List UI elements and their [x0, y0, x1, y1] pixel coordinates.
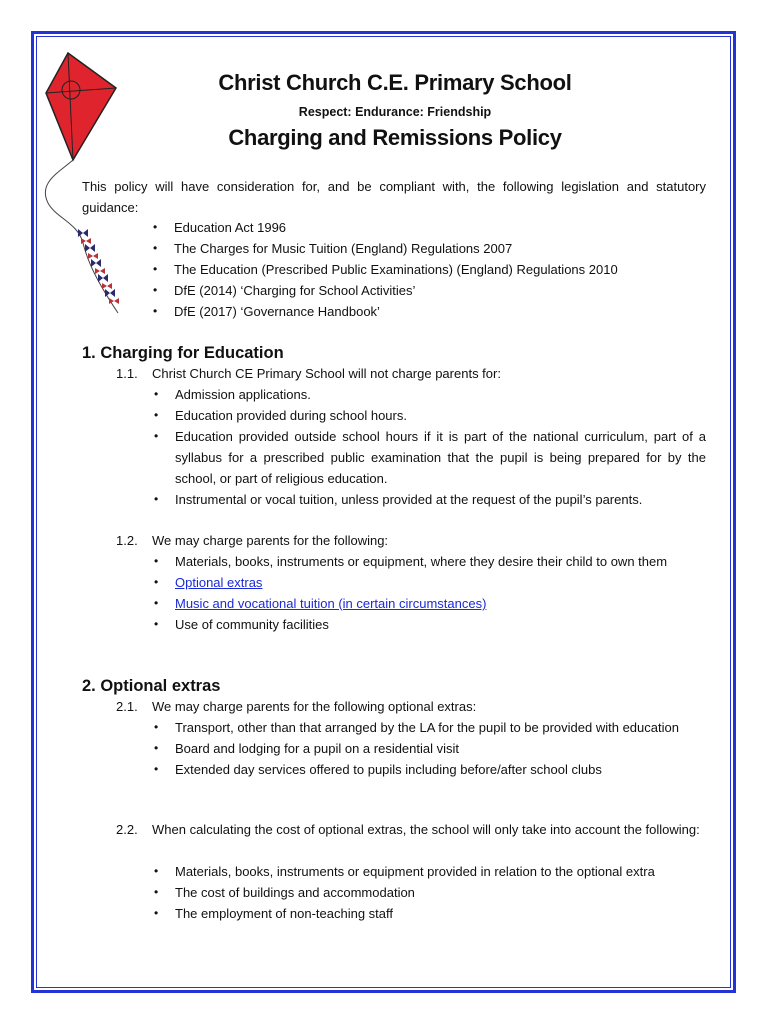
- clause-2-2: 2.2. When calculating the cost of optional extras, the school will only take into account the following:: [116, 822, 700, 837]
- clause-1-1-list: [154, 384, 706, 510]
- list-item: • The Charges for Music Tuition (England) Regulations 2007: [153, 241, 513, 256]
- policy-title: Charging and Remissions Policy: [228, 125, 562, 150]
- legislation-list: [153, 217, 674, 322]
- clause-1-2: 1.2. We may charge parents for the following:: [116, 533, 389, 548]
- clause-1-1: 1.1. Christ Church CE Primary School will not charge parents for:: [116, 366, 501, 381]
- clause-2-2-list: [154, 861, 706, 924]
- list-item: • DfE (2017) ‘Governance Handbook’: [153, 304, 380, 319]
- music-tuition-link[interactable]: Music and vocational tuition (in certain circumstances): [175, 596, 487, 611]
- list-item: • Music and vocational tuition (in certain circumstances): [154, 596, 487, 611]
- intro-paragraph: This policy will have consideration for, and be compliant with, the following legislation and statutory guidance:: [82, 179, 706, 215]
- section-heading-optional-extras: 2. Optional extras: [82, 677, 221, 695]
- list-item: • DfE (2014) ‘Charging for School Activities’: [153, 283, 416, 298]
- list-item: • Optional extras: [154, 575, 263, 590]
- list-item: • Transport, other than that arranged by the LA for the pupil to be provided with education: [154, 720, 679, 735]
- list-item: • Instrumental or vocal tuition, unless provided at the request of the pupil’s parents.: [154, 492, 643, 507]
- list-item: • Materials, books, instruments or equipment, where they desire their child to own them: [154, 554, 668, 569]
- section-heading-charging-for-education: 1. Charging for Education: [82, 344, 284, 362]
- school-motto: Respect: Endurance: Friendship: [298, 105, 492, 119]
- list-item: • Materials, books, instruments or equipment provided in relation to the optional extra: [154, 864, 655, 879]
- list-item: • Admission applications.: [154, 387, 311, 402]
- clause-1-2-list: [154, 551, 706, 635]
- list-item: • The cost of buildings and accommodation: [154, 885, 415, 900]
- list-item: • The employment of non-teaching staff: [154, 906, 393, 921]
- list-item: • Education Act 1996: [153, 220, 287, 235]
- list-item: • Education provided during school hours.: [154, 408, 407, 423]
- list-item: • Extended day services offered to pupils including before/after school clubs: [154, 762, 602, 777]
- list-item: • The Education (Prescribed Public Examinations) (England) Regulations 2010: [153, 262, 618, 277]
- list-item: • Education provided outside school hours if it is part of the national curriculum, part of a syllabus for a prescribed public examination that the pupil is being prepared for by the school, or part of religious education.: [154, 429, 706, 486]
- list-item: • Use of community facilities: [154, 617, 329, 632]
- clause-2-1: 2.1. We may charge parents for the following optional extras:: [116, 699, 477, 714]
- optional-extras-link[interactable]: Optional extras: [175, 575, 263, 590]
- clause-2-1-list: [154, 717, 706, 780]
- list-item: • Board and lodging for a pupil on a residential visit: [154, 741, 460, 756]
- school-name: Christ Church C.E. Primary School: [218, 70, 572, 95]
